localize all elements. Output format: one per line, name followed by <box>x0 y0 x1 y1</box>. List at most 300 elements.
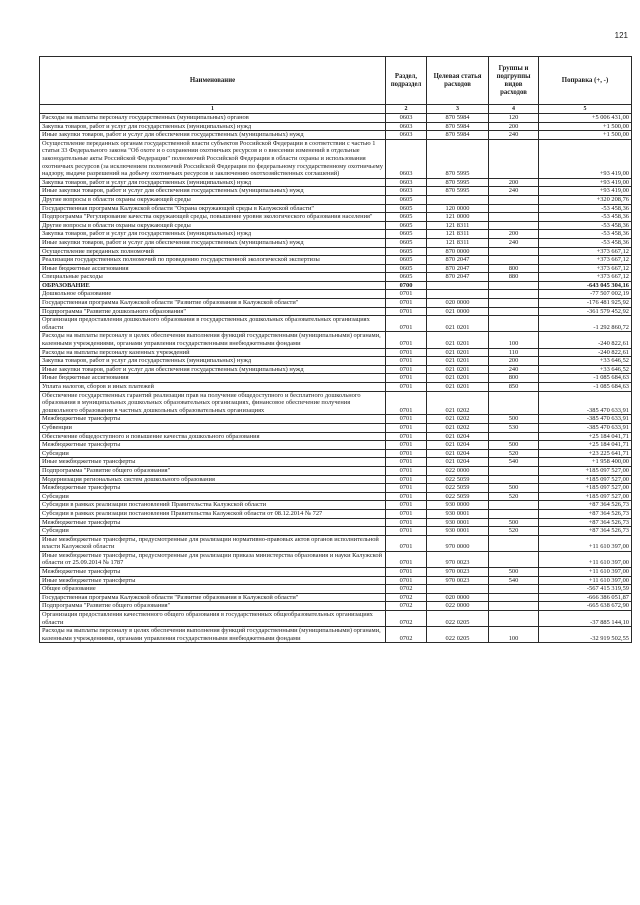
row-article: 121 8311 <box>427 221 489 230</box>
table-row <box>40 518 632 527</box>
table-row <box>40 299 632 308</box>
row-article: 970 0023 <box>427 551 489 567</box>
row-name: Дошкольное образование <box>40 290 386 299</box>
row-name: Расходы на выплаты персоналу казенных учреждений <box>40 348 386 357</box>
table-row <box>40 611 632 627</box>
row-article: 930 0000 <box>427 501 489 510</box>
row-name: Субсидии <box>40 492 386 501</box>
row-group <box>489 585 539 594</box>
row-section: 0701 <box>386 576 427 585</box>
row-name: Иные закупки товаров, работ и услуг для обеспечения государственных (муниципальных) нужд <box>40 187 386 196</box>
row-group: 100 <box>489 627 539 643</box>
row-article: 022 5059 <box>427 484 489 493</box>
table-row <box>40 316 632 332</box>
row-article: 930 0001 <box>427 518 489 527</box>
row-name: Другие вопросы в области охраны окружающей среды <box>40 195 386 204</box>
row-group: 500 <box>489 415 539 424</box>
row-amount: +93 419,00 <box>539 139 632 178</box>
row-section: 0702 <box>386 602 427 611</box>
row-section: 0603 <box>386 114 427 123</box>
header-num-2: 2 <box>386 105 427 114</box>
row-group: 200 <box>489 122 539 131</box>
row-article: 022 0205 <box>427 611 489 627</box>
row-amount: +25 184 041,71 <box>539 441 632 450</box>
row-section: 0701 <box>386 290 427 299</box>
row-article: 022 0205 <box>427 627 489 643</box>
row-name: Субсидии в рамках реализации постановлений Правительства Калужской области <box>40 501 386 510</box>
row-name: Иные межбюджетные трансферты, предусмотренные для реализации приказа министерства образования и науки Калужской области от 25.09.2014 № 1787 <box>40 551 386 567</box>
row-section: 0701 <box>386 492 427 501</box>
row-amount: +1 500,00 <box>539 131 632 140</box>
row-amount: +93 419,00 <box>539 178 632 187</box>
table-row <box>40 348 632 357</box>
table-row <box>40 178 632 187</box>
row-amount: -53 458,36 <box>539 204 632 213</box>
row-article: 021 0204 <box>427 449 489 458</box>
row-amount: +5 006 431,00 <box>539 114 632 123</box>
row-section: 0603 <box>386 178 427 187</box>
row-section: 0701 <box>386 568 427 577</box>
table-row <box>40 357 632 366</box>
row-amount: -1 085 684,63 <box>539 383 632 392</box>
row-name: Государственная программа Калужской области "Развитие образования в Калужской области" <box>40 593 386 602</box>
table-row <box>40 290 632 299</box>
row-amount: +1 500,00 <box>539 122 632 131</box>
row-group: 880 <box>489 273 539 282</box>
row-group <box>489 593 539 602</box>
table-row <box>40 247 632 256</box>
row-article: 121 8311 <box>427 230 489 239</box>
row-amount: +185 097 527,00 <box>539 466 632 475</box>
row-amount: +11 610 397,00 <box>539 576 632 585</box>
row-group <box>489 509 539 518</box>
row-article: 870 5995 <box>427 187 489 196</box>
row-section: 0701 <box>386 466 427 475</box>
row-group: 240 <box>489 238 539 247</box>
row-article: 022 0000 <box>427 602 489 611</box>
header-num-1: 1 <box>40 105 386 114</box>
row-name: Организация предоставления качественного общего образования в государственных общеобразовательных организациях области <box>40 611 386 627</box>
row-group: 200 <box>489 230 539 239</box>
row-group <box>489 307 539 316</box>
row-name: Подпрограмма "Развитие дошкольного образования" <box>40 307 386 316</box>
table-row <box>40 139 632 178</box>
table-row <box>40 576 632 585</box>
table-row <box>40 365 632 374</box>
table-row <box>40 602 632 611</box>
table-body <box>40 114 632 643</box>
table-row <box>40 466 632 475</box>
row-group <box>489 247 539 256</box>
row-group <box>489 501 539 510</box>
row-name: Подпрограмма "Развитие общего образования" <box>40 602 386 611</box>
table-row <box>40 307 632 316</box>
row-section: 0701 <box>386 458 427 467</box>
row-amount: -567 415 319,59 <box>539 585 632 594</box>
table-row <box>40 122 632 131</box>
row-name: Межбюджетные трансферты <box>40 518 386 527</box>
row-amount: -240 822,61 <box>539 348 632 357</box>
row-section: 0701 <box>386 449 427 458</box>
row-section: 0701 <box>386 374 427 383</box>
row-group: 240 <box>489 365 539 374</box>
table-header <box>40 57 632 114</box>
row-section: 0702 <box>386 585 427 594</box>
row-article <box>427 585 489 594</box>
row-article <box>427 195 489 204</box>
table-row <box>40 273 632 282</box>
row-name: Иные закупки товаров, работ и услуг для обеспечения государственных (муниципальных) нужд <box>40 238 386 247</box>
row-section: 0701 <box>386 501 427 510</box>
row-group <box>489 551 539 567</box>
header-group: Группы и подгруппы видов расходов <box>489 57 539 105</box>
row-section: 0701 <box>386 299 427 308</box>
row-section: 0701 <box>386 432 427 441</box>
row-name: ОБРАЗОВАНИЕ <box>40 281 386 290</box>
row-name: Закупка товаров, работ и услуг для государственных (муниципальных) нужд <box>40 230 386 239</box>
row-amount: +87 364 526,73 <box>539 518 632 527</box>
row-amount: -361 579 452,92 <box>539 307 632 316</box>
table-row <box>40 627 632 643</box>
row-article: 870 0000 <box>427 247 489 256</box>
row-group <box>489 316 539 332</box>
row-amount: -53 458,36 <box>539 238 632 247</box>
row-article: 970 0000 <box>427 535 489 551</box>
row-name: Другие вопросы в области охраны окружающей среды <box>40 221 386 230</box>
row-name: Осуществление переданных органам государственной власти субъектов Российской Федерации в соответствии с частью 1 статьи 33 Федерального закона "Об охоте и о сохранении охотничьих ресурсов и о внесении изменений в отдельные законодательные акты Российской Федерации" полномочий Российской Федерации в области охраны и использования охотничьих ресурсов (за исключением полномочий Российской Федерации по федеральному государственному охотничьему надзору, выдаче разрешений на добычу охотничьих ресурсов и заключению охотхозяйственных соглашений) <box>40 139 386 178</box>
row-section: 0700 <box>386 281 427 290</box>
row-article: 970 0023 <box>427 576 489 585</box>
row-group: 800 <box>489 264 539 273</box>
table-row <box>40 230 632 239</box>
row-amount: +87 364 526,73 <box>539 509 632 518</box>
row-group: 120 <box>489 114 539 123</box>
row-group <box>489 281 539 290</box>
row-article: 021 0202 <box>427 423 489 432</box>
row-amount: +11 610 397,00 <box>539 568 632 577</box>
row-section: 0701 <box>386 441 427 450</box>
table-row <box>40 131 632 140</box>
row-amount: -643 045 304,16 <box>539 281 632 290</box>
row-name: Модернизация региональных систем дошкольного образования <box>40 475 386 484</box>
row-group <box>489 611 539 627</box>
row-amount: +185 097 527,00 <box>539 484 632 493</box>
table-row <box>40 281 632 290</box>
row-amount: +320 208,76 <box>539 195 632 204</box>
row-article: 870 2047 <box>427 264 489 273</box>
row-section: 0702 <box>386 611 427 627</box>
row-amount: +373 667,12 <box>539 264 632 273</box>
row-article: 870 2047 <box>427 273 489 282</box>
row-name: Расходы на выплаты персоналу государственных (муниципальных) органов <box>40 114 386 123</box>
row-article: 930 0001 <box>427 509 489 518</box>
row-amount: +185 097 527,00 <box>539 475 632 484</box>
row-section: 0605 <box>386 213 427 222</box>
row-amount: -1 085 684,63 <box>539 374 632 383</box>
row-amount: -665 638 672,90 <box>539 602 632 611</box>
row-section: 0701 <box>386 527 427 536</box>
row-group: 200 <box>489 178 539 187</box>
row-group: 200 <box>489 357 539 366</box>
row-name: Иные закупки товаров, работ и услуг для обеспечения государственных (муниципальных) нужд <box>40 131 386 140</box>
table-row <box>40 509 632 518</box>
row-amount: +87 364 526,73 <box>539 501 632 510</box>
row-article: 021 0201 <box>427 316 489 332</box>
row-name: Межбюджетные трансферты <box>40 568 386 577</box>
row-group <box>489 432 539 441</box>
row-name: Государственная программа Калужской области "Охрана окружающей среды в Калужской области" <box>40 204 386 213</box>
table-row <box>40 449 632 458</box>
row-article: 120 0000 <box>427 204 489 213</box>
row-group: 240 <box>489 187 539 196</box>
row-section: 0605 <box>386 221 427 230</box>
row-group: 500 <box>489 441 539 450</box>
row-name: Организация предоставления дошкольного образования в государственных дошкольных образовательных организациях области <box>40 316 386 332</box>
row-amount: +33 646,52 <box>539 357 632 366</box>
row-group: 100 <box>489 332 539 348</box>
row-section: 0701 <box>386 365 427 374</box>
row-group: 520 <box>489 449 539 458</box>
row-group <box>489 256 539 265</box>
row-group <box>489 299 539 308</box>
row-amount: -77 507 002,19 <box>539 290 632 299</box>
row-group: 500 <box>489 484 539 493</box>
row-name: Уплата налогов, сборов и иных платежей <box>40 383 386 392</box>
row-section: 0605 <box>386 195 427 204</box>
row-group <box>489 195 539 204</box>
row-group <box>489 290 539 299</box>
budget-table <box>39 56 632 643</box>
row-article: 022 0000 <box>427 466 489 475</box>
row-article: 870 5984 <box>427 131 489 140</box>
row-article: 022 5059 <box>427 492 489 501</box>
header-article: Целевая статья расходов <box>427 57 489 105</box>
row-article: 021 0000 <box>427 307 489 316</box>
row-section: 0701 <box>386 551 427 567</box>
table-row <box>40 391 632 415</box>
table-row <box>40 204 632 213</box>
row-section: 0701 <box>386 518 427 527</box>
row-article: 870 5984 <box>427 122 489 131</box>
row-article: 021 0202 <box>427 391 489 415</box>
header-num-4: 4 <box>489 105 539 114</box>
row-amount: +373 667,12 <box>539 273 632 282</box>
table-row <box>40 256 632 265</box>
row-amount: -385 470 633,91 <box>539 415 632 424</box>
row-amount: +1 958 400,00 <box>539 458 632 467</box>
table-row <box>40 568 632 577</box>
table-row <box>40 114 632 123</box>
row-name: Расходы на выплаты персоналу в целях обеспечения выполнения функций государственными (муниципальными) органами, казенными учреждениями, органами управления государственными внебюджетными фондами <box>40 627 386 643</box>
table-row <box>40 415 632 424</box>
row-name: Иные закупки товаров, работ и услуг для обеспечения государственных (муниципальных) нужд <box>40 365 386 374</box>
row-group: 520 <box>489 492 539 501</box>
row-amount: -176 481 925,92 <box>539 299 632 308</box>
row-group <box>489 391 539 415</box>
row-section: 0605 <box>386 256 427 265</box>
row-article: 021 0201 <box>427 357 489 366</box>
header-num-5: 5 <box>539 105 632 114</box>
row-group: 500 <box>489 568 539 577</box>
row-name: Осуществление переданных полномочий <box>40 247 386 256</box>
row-section: 0603 <box>386 187 427 196</box>
row-amount: -37 885 144,10 <box>539 611 632 627</box>
row-amount: -240 822,61 <box>539 332 632 348</box>
table-row <box>40 593 632 602</box>
row-name: Закупка товаров, работ и услуг для государственных (муниципальных) нужд <box>40 122 386 131</box>
row-group: 240 <box>489 131 539 140</box>
row-name: Иные межбюджетные трансферты <box>40 576 386 585</box>
row-section: 0701 <box>386 307 427 316</box>
row-section: 0701 <box>386 535 427 551</box>
row-section: 0701 <box>386 316 427 332</box>
row-name: Подпрограмма "Развитие общего образования" <box>40 466 386 475</box>
header-amount: Поправка (+, -) <box>539 57 632 105</box>
row-amount: -1 292 860,72 <box>539 316 632 332</box>
row-article: 021 0201 <box>427 383 489 392</box>
table-row <box>40 585 632 594</box>
row-name: Закупка товаров, работ и услуг для государственных (муниципальных) нужд <box>40 178 386 187</box>
row-article: 870 5995 <box>427 178 489 187</box>
row-group <box>489 475 539 484</box>
row-group: 540 <box>489 576 539 585</box>
row-section: 0603 <box>386 122 427 131</box>
row-article: 121 0000 <box>427 213 489 222</box>
row-article: 970 0023 <box>427 568 489 577</box>
row-article: 020 0000 <box>427 593 489 602</box>
row-section: 0701 <box>386 475 427 484</box>
row-name: Межбюджетные трансферты <box>40 415 386 424</box>
table-row <box>40 492 632 501</box>
row-section: 0605 <box>386 264 427 273</box>
row-article: 870 5995 <box>427 139 489 178</box>
row-name: Обеспечение общедоступного и повышение качества дошкольного образования <box>40 432 386 441</box>
row-section: 0603 <box>386 139 427 178</box>
row-section: 0605 <box>386 230 427 239</box>
table-row <box>40 187 632 196</box>
row-name: Иные бюджетные ассигнования <box>40 374 386 383</box>
table-row <box>40 458 632 467</box>
row-article: 021 0204 <box>427 458 489 467</box>
table-row <box>40 332 632 348</box>
header-num-3: 3 <box>427 105 489 114</box>
row-name: Обеспечение государственных гарантий реализации прав на получение общедоступного и бесплатного дошкольного образования в муниципальных дошкольных образовательных организациях, финансовое обеспечение получения дошкольного образования в частных дошкольных образовательных организациях <box>40 391 386 415</box>
row-name: Расходы на выплаты персоналу в целях обеспечения выполнения функций государственными (муниципальными) органами, казенными учреждениями, органами управления государственными внебюджетными фондами <box>40 332 386 348</box>
table-row <box>40 551 632 567</box>
row-name: Межбюджетные трансферты <box>40 441 386 450</box>
row-amount: -53 458,36 <box>539 230 632 239</box>
row-name: Субсидии <box>40 449 386 458</box>
table-row <box>40 221 632 230</box>
row-article: 021 0204 <box>427 432 489 441</box>
row-group: 850 <box>489 383 539 392</box>
row-amount: +33 646,52 <box>539 365 632 374</box>
table-row <box>40 423 632 432</box>
row-amount: +11 610 397,00 <box>539 551 632 567</box>
row-amount: -53 458,36 <box>539 221 632 230</box>
table-row <box>40 484 632 493</box>
row-name: Иные бюджетные ассигнования <box>40 264 386 273</box>
row-article: 930 0001 <box>427 527 489 536</box>
table-row <box>40 374 632 383</box>
row-group <box>489 535 539 551</box>
row-section: 0701 <box>386 509 427 518</box>
row-group <box>489 466 539 475</box>
row-article: 870 5984 <box>427 114 489 123</box>
row-article: 020 0000 <box>427 299 489 308</box>
row-name: Общее образование <box>40 585 386 594</box>
row-name: Иные межбюджетные трансферты, предусмотренные для реализации нормативно-правовых актов органов исполнительной власти Калужской области <box>40 535 386 551</box>
row-article: 021 0202 <box>427 415 489 424</box>
row-section: 0701 <box>386 357 427 366</box>
page-number: 121 <box>614 31 628 40</box>
table-row <box>40 195 632 204</box>
row-group: 520 <box>489 527 539 536</box>
row-group: 110 <box>489 348 539 357</box>
row-amount: -53 458,36 <box>539 213 632 222</box>
row-group: 500 <box>489 518 539 527</box>
row-amount: +25 184 041,71 <box>539 432 632 441</box>
row-section: 0701 <box>386 415 427 424</box>
row-amount: -385 470 633,91 <box>539 391 632 415</box>
table-row <box>40 264 632 273</box>
row-group: 800 <box>489 374 539 383</box>
header-section: Раздел, подраздел <box>386 57 427 105</box>
table-row <box>40 527 632 536</box>
row-name: Межбюджетные трансферты <box>40 484 386 493</box>
row-amount: +23 225 641,71 <box>539 449 632 458</box>
row-amount: +93 419,00 <box>539 187 632 196</box>
row-section: 0605 <box>386 238 427 247</box>
row-section: 0701 <box>386 423 427 432</box>
row-group <box>489 213 539 222</box>
row-article: 121 8311 <box>427 238 489 247</box>
row-article: 021 0204 <box>427 441 489 450</box>
table-row <box>40 501 632 510</box>
row-article: 021 0201 <box>427 365 489 374</box>
row-section: 0605 <box>386 273 427 282</box>
row-group <box>489 221 539 230</box>
row-name: Реализация государственных полномочий по проведению государственной экологической экспертизы <box>40 256 386 265</box>
row-section: 0605 <box>386 247 427 256</box>
row-amount: -32 919 502,55 <box>539 627 632 643</box>
table-row <box>40 213 632 222</box>
row-amount: -385 470 633,91 <box>539 423 632 432</box>
row-group <box>489 602 539 611</box>
row-article: 022 5059 <box>427 475 489 484</box>
row-amount: +373 667,12 <box>539 256 632 265</box>
row-name: Субвенции <box>40 423 386 432</box>
row-section: 0702 <box>386 627 427 643</box>
row-article <box>427 281 489 290</box>
header-name: Наименование <box>40 57 386 105</box>
table-row <box>40 238 632 247</box>
row-name: Иные межбюджетные трансферты <box>40 458 386 467</box>
table-row <box>40 441 632 450</box>
row-section: 0701 <box>386 391 427 415</box>
table-row <box>40 432 632 441</box>
row-name: Закупка товаров, работ и услуг для государственных (муниципальных) нужд <box>40 357 386 366</box>
row-name: Государственная программа Калужской области "Развитие образования в Калужской области" <box>40 299 386 308</box>
row-article: 021 0201 <box>427 332 489 348</box>
row-section: 0605 <box>386 204 427 213</box>
table-row <box>40 535 632 551</box>
row-section: 0701 <box>386 332 427 348</box>
row-section: 0701 <box>386 348 427 357</box>
row-article: 021 0201 <box>427 348 489 357</box>
row-section: 0701 <box>386 484 427 493</box>
row-group <box>489 204 539 213</box>
